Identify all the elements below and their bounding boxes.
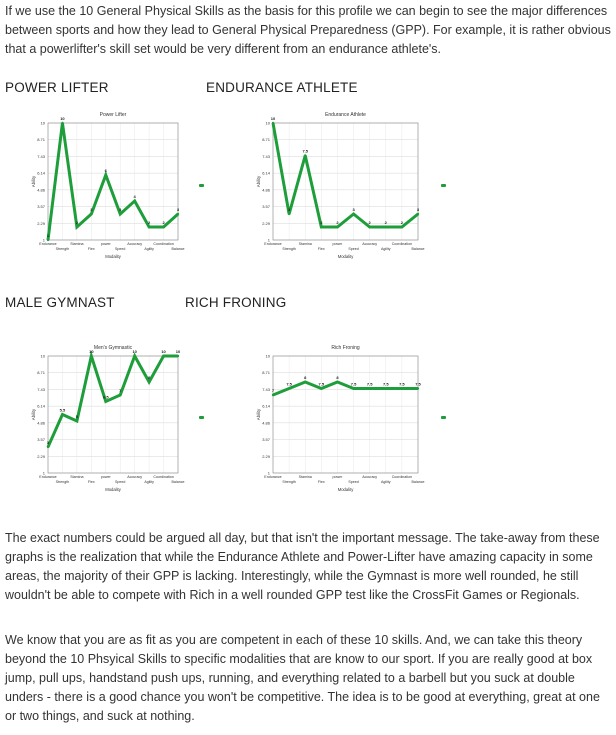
data-point xyxy=(352,387,354,389)
data-point xyxy=(119,213,121,215)
heading-endurance-athlete: ENDURANCE ATHLETE xyxy=(206,80,358,95)
data-point xyxy=(162,355,164,357)
data-label: 6.5 xyxy=(102,394,109,400)
x-tick-label: Flex xyxy=(317,480,325,484)
data-point xyxy=(162,226,164,228)
data-label: 2 xyxy=(336,220,339,225)
data-point xyxy=(105,400,107,402)
data-label: 3 xyxy=(352,207,355,212)
x-tick-label: Flex xyxy=(87,480,95,484)
x-tick-label: power xyxy=(332,475,343,479)
data-point xyxy=(177,213,179,215)
x-tick-label: Agility xyxy=(380,480,391,484)
x-tick-label: Balance xyxy=(171,480,185,484)
data-point xyxy=(288,213,290,215)
x-tick-label: Flex xyxy=(87,247,95,251)
x-tick-label: power xyxy=(100,475,111,479)
data-point xyxy=(133,355,135,357)
y-tick-label: 4.86 xyxy=(37,187,45,193)
data-point xyxy=(385,226,387,228)
data-point xyxy=(417,213,419,215)
male-gymnast-chart xyxy=(30,338,190,498)
data-label: 2 xyxy=(75,220,79,225)
y-tick-label: 2.29 xyxy=(262,220,270,226)
data-point xyxy=(177,355,179,357)
x-tick-label: Endurance xyxy=(264,475,282,479)
x-tick-label: Agility xyxy=(144,480,154,484)
heading-rich-froning: RICH FRONING xyxy=(185,295,287,310)
chart-title: Rich Froning xyxy=(331,345,360,351)
data-label: 7.5 xyxy=(302,148,309,154)
y-tick-label: 1 xyxy=(267,237,270,243)
power-lifter-legend-marker xyxy=(199,184,204,187)
series-line xyxy=(48,356,178,447)
x-tick-label: Strength xyxy=(282,480,296,484)
data-label: 10 xyxy=(270,116,276,121)
data-label: 2 xyxy=(400,220,404,225)
y-tick-label: 4.86 xyxy=(262,420,270,426)
data-label: 8 xyxy=(304,375,307,380)
y-tick-label: 8.71 xyxy=(262,370,270,376)
y-tick-label: 3.57 xyxy=(262,437,270,443)
x-tick-label: Strength xyxy=(55,247,70,251)
data-label: 3 xyxy=(176,207,180,212)
conclusion-paragraph: We know that you are as fit as you are competent in each of these 10 skills. And, we can take this theory beyond the 10 Phsyical Skills to specific modalities that are know to our sport. If you are really good at box jump, pull ups, handstand push ups, running, and everything related to a barbell but you suck at double unders - there is a good chance you won't be competitive. The idea is to be good at everything, great at one or two things, and suck at nothing. xyxy=(5,633,600,723)
data-label: 3 xyxy=(119,207,122,212)
y-tick-label: 7.43 xyxy=(262,386,270,392)
x-tick-label: Balance xyxy=(171,247,185,251)
x-tick-label: Accuracy xyxy=(362,475,378,479)
heading-power-lifter: POWER LIFTER xyxy=(5,80,109,95)
y-tick-label: 1 xyxy=(42,470,45,476)
intro-paragraph: If we use the 10 General Physical Skills as the basis for this profile we can begin to see the major differences between sports and how they lead to General Physical Preparedness (GPP). For example, it is rather obvious that a powerlifter's skill set would be very different from an endurance athlete's. xyxy=(5,4,611,56)
rich-froning-legend-marker xyxy=(441,416,446,419)
x-tick-label: Balance xyxy=(411,480,425,484)
data-label: 4 xyxy=(133,194,136,199)
data-point xyxy=(61,122,63,124)
x-tick-label: Agility xyxy=(144,247,154,251)
y-tick-label: 8.71 xyxy=(37,370,45,376)
y-axis-label: Ability xyxy=(256,175,261,188)
data-point xyxy=(90,355,92,357)
y-tick-label: 6.14 xyxy=(262,170,270,176)
data-label: 5.5 xyxy=(59,407,66,413)
y-tick-label: 6.14 xyxy=(37,170,45,176)
series-line xyxy=(48,123,178,240)
x-axis-label: Modality xyxy=(337,254,354,259)
x-tick-label: Endurance xyxy=(39,475,57,479)
data-point xyxy=(336,226,338,228)
y-tick-label: 7.43 xyxy=(37,386,45,392)
data-point xyxy=(105,174,107,176)
data-point xyxy=(304,154,306,156)
data-label: 8 xyxy=(147,375,151,380)
data-point xyxy=(148,381,150,383)
y-tick-label: 4.86 xyxy=(262,187,270,193)
x-tick-label: Flex xyxy=(317,247,325,251)
x-tick-label: Speed xyxy=(348,480,359,484)
x-axis-label: Modality xyxy=(337,487,354,492)
x-tick-label: Agility xyxy=(380,247,391,251)
data-label: 2 xyxy=(162,220,165,225)
data-label: 3 xyxy=(287,207,291,212)
data-label: 10 xyxy=(89,349,94,354)
y-tick-label: 1 xyxy=(267,470,270,476)
y-tick-label: 2.29 xyxy=(262,453,270,459)
y-tick-label: 2.29 xyxy=(37,220,45,226)
data-point xyxy=(90,213,92,215)
power-lifter-chart xyxy=(30,105,190,265)
x-tick-label: Accuracy xyxy=(127,242,143,246)
analysis-paragraph: The exact numbers could be argued all day, but that isn't the important message. The take-away from these graphs is the realization that while the Endurance Athlete and Power-Lifter have amazing capacity in some areas, the majority of their GPP is lacking. Interestingly, while the Gymnast is more well rounded, he still wouldn't be able to compete with Rich in a well rounded GPP test like the CrossFit Games or Regionals. xyxy=(5,531,600,602)
y-tick-label: 4.86 xyxy=(37,420,45,426)
data-label: 3 xyxy=(90,207,93,212)
x-tick-label: Speed xyxy=(348,247,359,251)
y-tick-label: 10 xyxy=(40,120,45,126)
data-label: 3 xyxy=(416,207,420,212)
x-tick-label: Accuracy xyxy=(127,475,143,479)
chart-title: Power Lifter xyxy=(99,112,127,118)
x-tick-label: Stamina xyxy=(298,242,312,246)
data-label: 7 xyxy=(271,388,275,393)
y-tick-label: 2.29 xyxy=(37,453,45,459)
x-tick-label: Speed xyxy=(115,480,126,484)
y-tick-label: 7.43 xyxy=(37,153,45,159)
y-tick-label: 6.14 xyxy=(262,403,270,409)
data-point xyxy=(304,381,306,383)
data-point xyxy=(352,213,354,215)
x-tick-label: Strength xyxy=(282,247,296,251)
data-label: 2 xyxy=(384,220,387,225)
data-point xyxy=(76,420,78,422)
y-tick-label: 8.71 xyxy=(37,137,45,143)
data-point xyxy=(368,387,370,389)
y-axis-label: Ability xyxy=(256,408,261,421)
heading-male-gymnast: MALE GYMNAST xyxy=(5,295,115,310)
data-label: 2 xyxy=(320,220,323,225)
y-tick-label: 10 xyxy=(265,120,270,126)
y-tick-label: 3.57 xyxy=(37,204,45,210)
data-point xyxy=(272,394,274,396)
data-label: 10 xyxy=(132,349,137,354)
data-point xyxy=(401,387,403,389)
x-tick-label: Coordination xyxy=(391,475,413,479)
data-label: 7.5 xyxy=(318,381,325,387)
y-tick-label: 3.57 xyxy=(37,437,45,443)
data-label: 7.5 xyxy=(286,381,292,387)
chart-title: Endurance Athlete xyxy=(325,112,366,118)
data-point xyxy=(336,381,338,383)
series-line xyxy=(273,123,418,227)
plot-frame xyxy=(273,356,418,473)
data-label: 10 xyxy=(60,116,65,121)
x-tick-label: Endurance xyxy=(39,242,57,246)
data-point xyxy=(133,200,135,202)
data-point xyxy=(148,226,150,228)
data-label: 5 xyxy=(75,414,79,419)
x-tick-label: Strength xyxy=(55,480,70,484)
x-tick-label: power xyxy=(100,242,111,246)
data-label: 2 xyxy=(147,220,151,225)
x-tick-label: Balance xyxy=(411,247,425,251)
y-tick-label: 7.43 xyxy=(262,153,270,159)
series-line xyxy=(273,382,418,395)
plot-frame xyxy=(48,123,178,240)
endurance-athlete-legend-marker xyxy=(441,184,446,187)
data-label: 8 xyxy=(336,375,339,380)
rich-froning-chart xyxy=(255,338,430,498)
x-axis-label: Modality xyxy=(105,254,121,259)
endurance-athlete-chart xyxy=(255,105,430,265)
x-tick-label: Coordination xyxy=(153,242,174,246)
chart-title: Men's Gymnastic xyxy=(93,345,133,351)
data-point xyxy=(119,394,121,396)
data-label: 3 xyxy=(46,440,50,445)
y-axis-label: Ability xyxy=(31,408,36,421)
plot-frame xyxy=(48,356,178,473)
data-point xyxy=(47,239,49,241)
y-tick-label: 3.57 xyxy=(262,204,270,210)
data-label: 10 xyxy=(175,349,181,354)
x-tick-label: Coordination xyxy=(153,475,174,479)
x-tick-label: Accuracy xyxy=(362,242,378,246)
data-point xyxy=(47,446,49,448)
y-tick-label: 6.14 xyxy=(37,403,45,409)
data-point xyxy=(320,387,322,389)
data-label: 7.5 xyxy=(366,381,373,387)
data-label: 7.5 xyxy=(350,381,357,387)
y-tick-label: 10 xyxy=(265,353,270,359)
data-point xyxy=(320,226,322,228)
data-point xyxy=(401,226,403,228)
data-label: 6 xyxy=(104,168,107,173)
male-gymnast-legend-marker xyxy=(199,416,204,419)
y-tick-label: 10 xyxy=(40,353,45,359)
x-axis-label: Modality xyxy=(105,487,121,492)
data-label: 2 xyxy=(368,220,371,225)
x-tick-label: power xyxy=(332,242,343,246)
data-label: 10 xyxy=(161,349,166,354)
x-tick-label: Stamina xyxy=(70,242,84,246)
data-point xyxy=(417,387,419,389)
data-point xyxy=(272,122,274,124)
y-tick-label: 1 xyxy=(42,237,45,243)
y-axis-label: Ability xyxy=(31,175,36,188)
data-label: 7.5 xyxy=(399,381,405,387)
plot-frame xyxy=(273,123,418,240)
x-tick-label: Coordination xyxy=(391,242,413,246)
data-label: 7 xyxy=(119,388,122,393)
data-point xyxy=(76,226,78,228)
data-point xyxy=(288,387,290,389)
data-point xyxy=(61,413,63,415)
data-label: 1 xyxy=(46,233,50,238)
y-tick-label: 8.71 xyxy=(262,137,270,143)
x-tick-label: Stamina xyxy=(298,475,312,479)
data-point xyxy=(385,387,387,389)
x-tick-label: Endurance xyxy=(264,242,282,246)
x-tick-label: Speed xyxy=(115,247,126,251)
x-tick-label: Stamina xyxy=(70,475,84,479)
data-point xyxy=(368,226,370,228)
data-label: 7.5 xyxy=(415,381,421,387)
data-label: 7.5 xyxy=(382,381,389,387)
